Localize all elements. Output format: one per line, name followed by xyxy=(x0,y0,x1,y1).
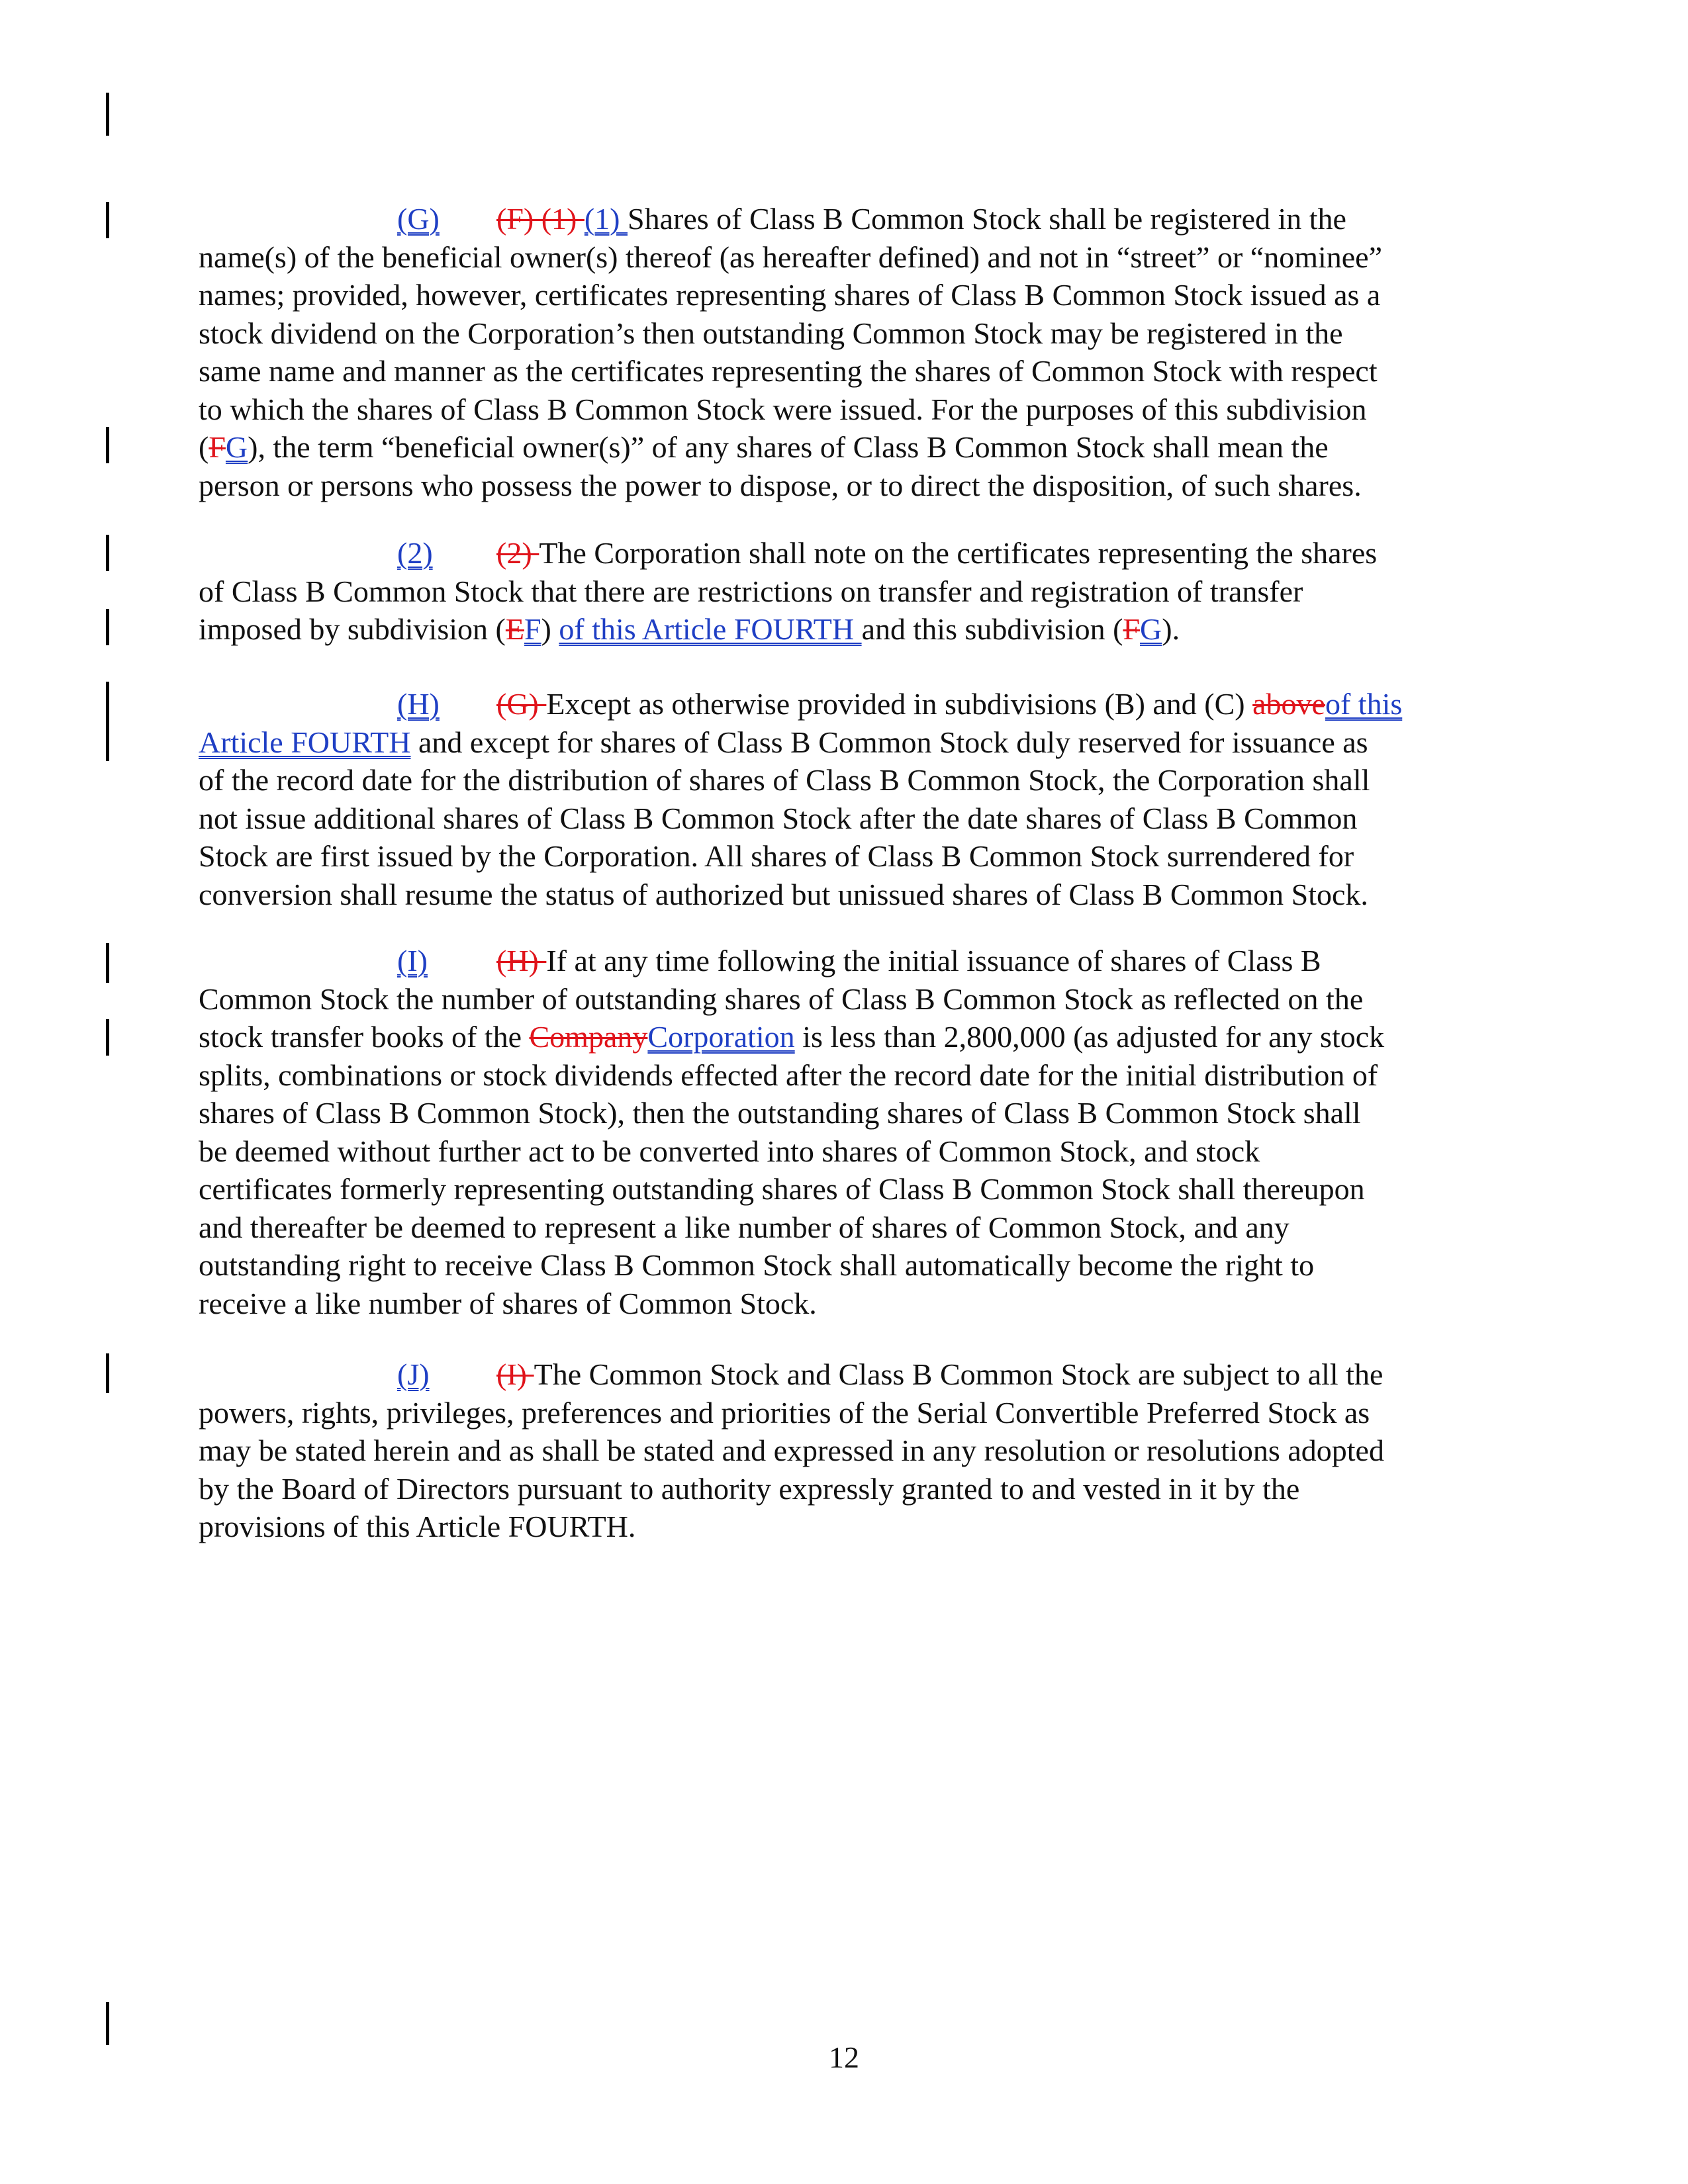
deleted-text: Company xyxy=(529,1020,648,1054)
change-bar xyxy=(106,427,109,463)
page-number: 12 xyxy=(829,2040,859,2074)
deleted-label: (F) (1) xyxy=(496,202,585,236)
paragraph-line: not issue additional shares of Class B Common Stock after the date shares of Class B Common xyxy=(199,801,1358,835)
deleted-label: (I) xyxy=(496,1357,534,1391)
paragraph-line: may be stated herein and as shall be stated and expressed in any resolution or resolutions adopted xyxy=(199,1433,1384,1467)
deleted-label: (G) xyxy=(496,687,547,721)
paragraph-line: same name and manner as the certificates representing the shares of Common Stock with respect xyxy=(199,354,1378,388)
change-bar xyxy=(106,1353,109,1393)
deleted-text: F xyxy=(209,430,226,464)
paragraph-line: shares of Class B Common Stock), then the outstanding shares of Class B Common Stock shall xyxy=(199,1096,1361,1130)
inserted-label: (I) xyxy=(397,944,428,978)
inserted-label: (2) xyxy=(397,536,433,570)
inserted-text: of this xyxy=(1325,687,1403,721)
inserted-label: (H) xyxy=(397,687,440,721)
inserted-text: Article FOURTH xyxy=(199,725,411,759)
paragraph-line: splits, combinations or stock dividends effected after the record date for the initial distribution of xyxy=(199,1058,1378,1092)
paragraph-line: of the record date for the distribution of shares of Class B Common Stock, the Corporation shall xyxy=(199,763,1370,797)
paragraph-line: of Class B Common Stock that there are restrictions on transfer and registration of transfer xyxy=(199,574,1303,608)
paragraph-line: to which the shares of Class B Common Stock were issued. For the purposes of this subdivision xyxy=(199,392,1367,426)
paragraph-line: (2) (2) The Corporation shall note on the certificates representing the shares xyxy=(199,534,1496,572)
inserted-text: G xyxy=(225,430,248,464)
change-bar xyxy=(106,535,109,571)
change-bar xyxy=(106,609,109,645)
deleted-label: (2) xyxy=(496,536,539,570)
deleted-text: F xyxy=(1123,612,1141,646)
change-bar xyxy=(106,202,109,238)
paragraph-line: by the Board of Directors pursuant to authority expressly granted to and vested in it by the xyxy=(199,1471,1300,1506)
change-bar xyxy=(106,1019,109,1056)
paragraph-line: certificates formerly representing outstanding shares of Class B Common Stock shall thereupon xyxy=(199,1172,1365,1206)
inserted-text: of this Article FOURTH xyxy=(559,612,862,646)
paragraph-line: conversion shall resume the status of authorized but unissued shares of Class B Common Stock. xyxy=(199,877,1368,911)
paragraph-line: provisions of this Article FOURTH. xyxy=(199,1510,636,1543)
paragraph-h xyxy=(199,685,1496,913)
paragraph-line: imposed by subdivision (EF) of this Article FOURTH and this subdivision (FG). xyxy=(199,612,1180,646)
paragraph-line: (J) (I) The Common Stock and Class B Common Stock are subject to all the xyxy=(199,1355,1496,1394)
change-bar xyxy=(106,682,109,761)
inserted-label: (G) xyxy=(397,202,440,236)
deleted-text: E xyxy=(505,612,524,646)
paragraph-line: (H) (G) Except as otherwise provided in subdivisions (B) and (C) aboveof this xyxy=(199,685,1496,723)
inserted-text: F xyxy=(524,612,541,646)
paragraph-line: (FG), the term “beneficial owner(s)” of any shares of Class B Common Stock shall mean the xyxy=(199,430,1329,464)
inserted-text: Corporation xyxy=(647,1020,795,1054)
paragraph-line: (I) (H) If at any time following the initial issuance of shares of Class B xyxy=(199,942,1496,980)
paragraph-line: be deemed without further act to be converted into shares of Common Stock, and stock xyxy=(199,1134,1260,1168)
paragraph-line: outstanding right to receive Class B Common Stock shall automatically become the right to xyxy=(199,1248,1315,1282)
deleted-label: (H) xyxy=(496,944,547,978)
paragraph-line: powers, rights, privileges, preferences and priorities of the Serial Convertible Preferred Stock as xyxy=(199,1395,1370,1430)
paragraph-g xyxy=(199,200,1496,504)
inserted-label: (1) xyxy=(584,202,628,236)
paragraph-line: Stock are first issued by the Corporation. All shares of Class B Common Stock surrendered for xyxy=(199,839,1354,873)
paragraph-line: stock transfer books of the CompanyCorporation is less than 2,800,000 (as adjusted for any stock xyxy=(199,1020,1385,1054)
deleted-text: above xyxy=(1252,687,1325,721)
paragraph-line: person or persons who possess the power to dispose, or to direct the disposition, of such shares. xyxy=(199,468,1362,502)
inserted-text: G xyxy=(1140,612,1162,646)
paragraph-line: (G) (F) (1) (1) Shares of Class B Common Stock shall be registered in the xyxy=(199,200,1496,238)
paragraph-i xyxy=(199,942,1496,1322)
paragraph-line: Article FOURTH and except for shares of Class B Common Stock duly reserved for issuance as xyxy=(199,725,1368,759)
paragraph-line: Common Stock the number of outstanding shares of Class B Common Stock as reflected on the xyxy=(199,981,1364,1016)
paragraph-line: receive a like number of shares of Common Stock. xyxy=(199,1286,817,1320)
paragraph-j xyxy=(199,1355,1496,1546)
paragraph-line: names; provided, however, certificates representing shares of Class B Common Stock issued as a xyxy=(199,278,1381,312)
paragraph-line: and thereafter be deemed to represent a like number of shares of Common Stock, and any xyxy=(199,1210,1289,1244)
paragraph-line: stock dividend on the Corporation’s then outstanding Common Stock may be registered in the xyxy=(199,316,1343,350)
change-bar xyxy=(106,93,109,136)
paragraph-line: name(s) of the beneficial owner(s) thereof (as hereafter defined) and not in “street” or “nominee” xyxy=(199,240,1383,274)
inserted-label: (J) xyxy=(397,1357,430,1391)
paragraph-2 xyxy=(199,534,1496,649)
change-bar xyxy=(106,943,109,983)
